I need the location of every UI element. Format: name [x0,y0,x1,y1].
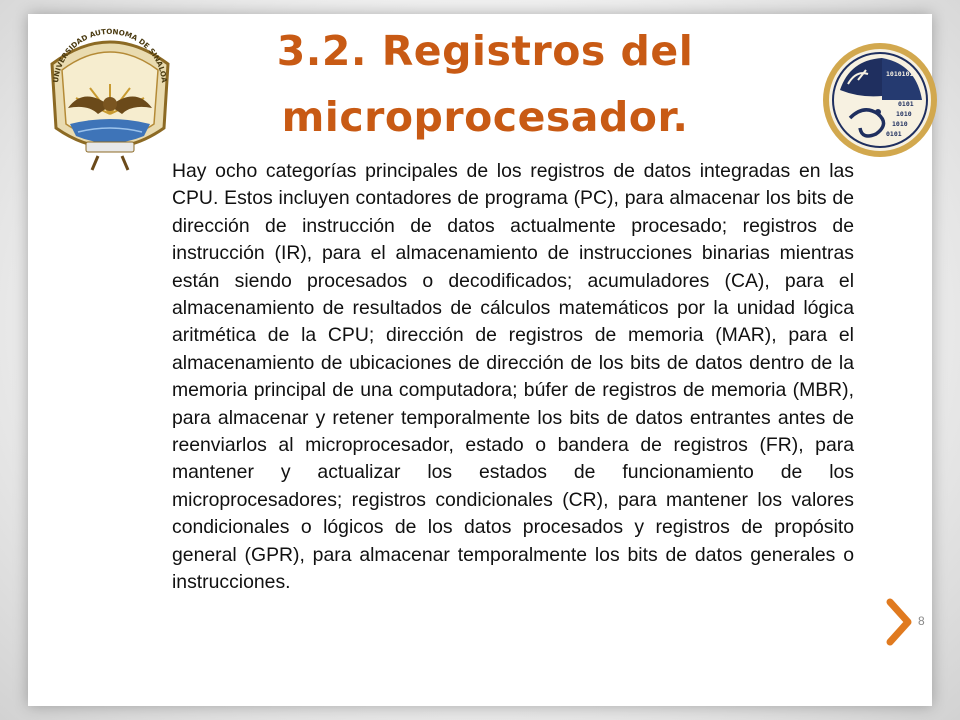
chevron-right-icon[interactable] [884,598,914,646]
title-line-2: microprocesador. [281,93,689,141]
faculty-emblem-icon [820,40,940,160]
binary-text-4: 1010 [892,120,908,128]
binary-text-5: 0101 [886,130,902,138]
title-line-1: 3.2. Registros del [276,27,694,75]
body-paragraph: Hay ocho categorías principales de los registros de datos integradas en las CPU. Estos incluyen contadores de programa (PC), para almacenar los bits de dirección de instrucción de datos actualmente procesado; registros de instrucción (IR), para el almacenamiento de instrucciones binarias mientras están siendo procesados o decodificados; acumuladores (CA), para el almacenamiento de resultados de cálculos matemáticos por la unidad lógica aritmética de la CPU; dirección de registros de memoria (MAR), para el almacenamiento de ubicaciones de dirección de los bits de datos dentro de la memoria principal de una computadora; búfer de registros de memoria (MBR), para almacenar y retener temporalmente los bits de datos entrantes antes de reenviarlos al microprocesador, estado o bandera de registros (FR), para mantener y actualizar los estados de funcionamiento de los microprocesadores; registros condicionales (CR), para mantener los valores condicionales o lógicos de los datos procesados y registros de propósito general (GPR), para almacenar temporalmente los bits de datos generales o instrucciones. [172,160,854,594]
page-number: 8 [918,614,925,628]
slide-title [250,18,720,150]
binary-text-2: 0101 [898,100,914,108]
binary-text-1: 1010101 [886,70,914,78]
university-seal-icon [40,24,180,174]
seal-lettering: UNIVERSIDAD AUTONOMA DE SINALOA [51,26,169,84]
binary-text-3: 1010 [896,110,912,118]
